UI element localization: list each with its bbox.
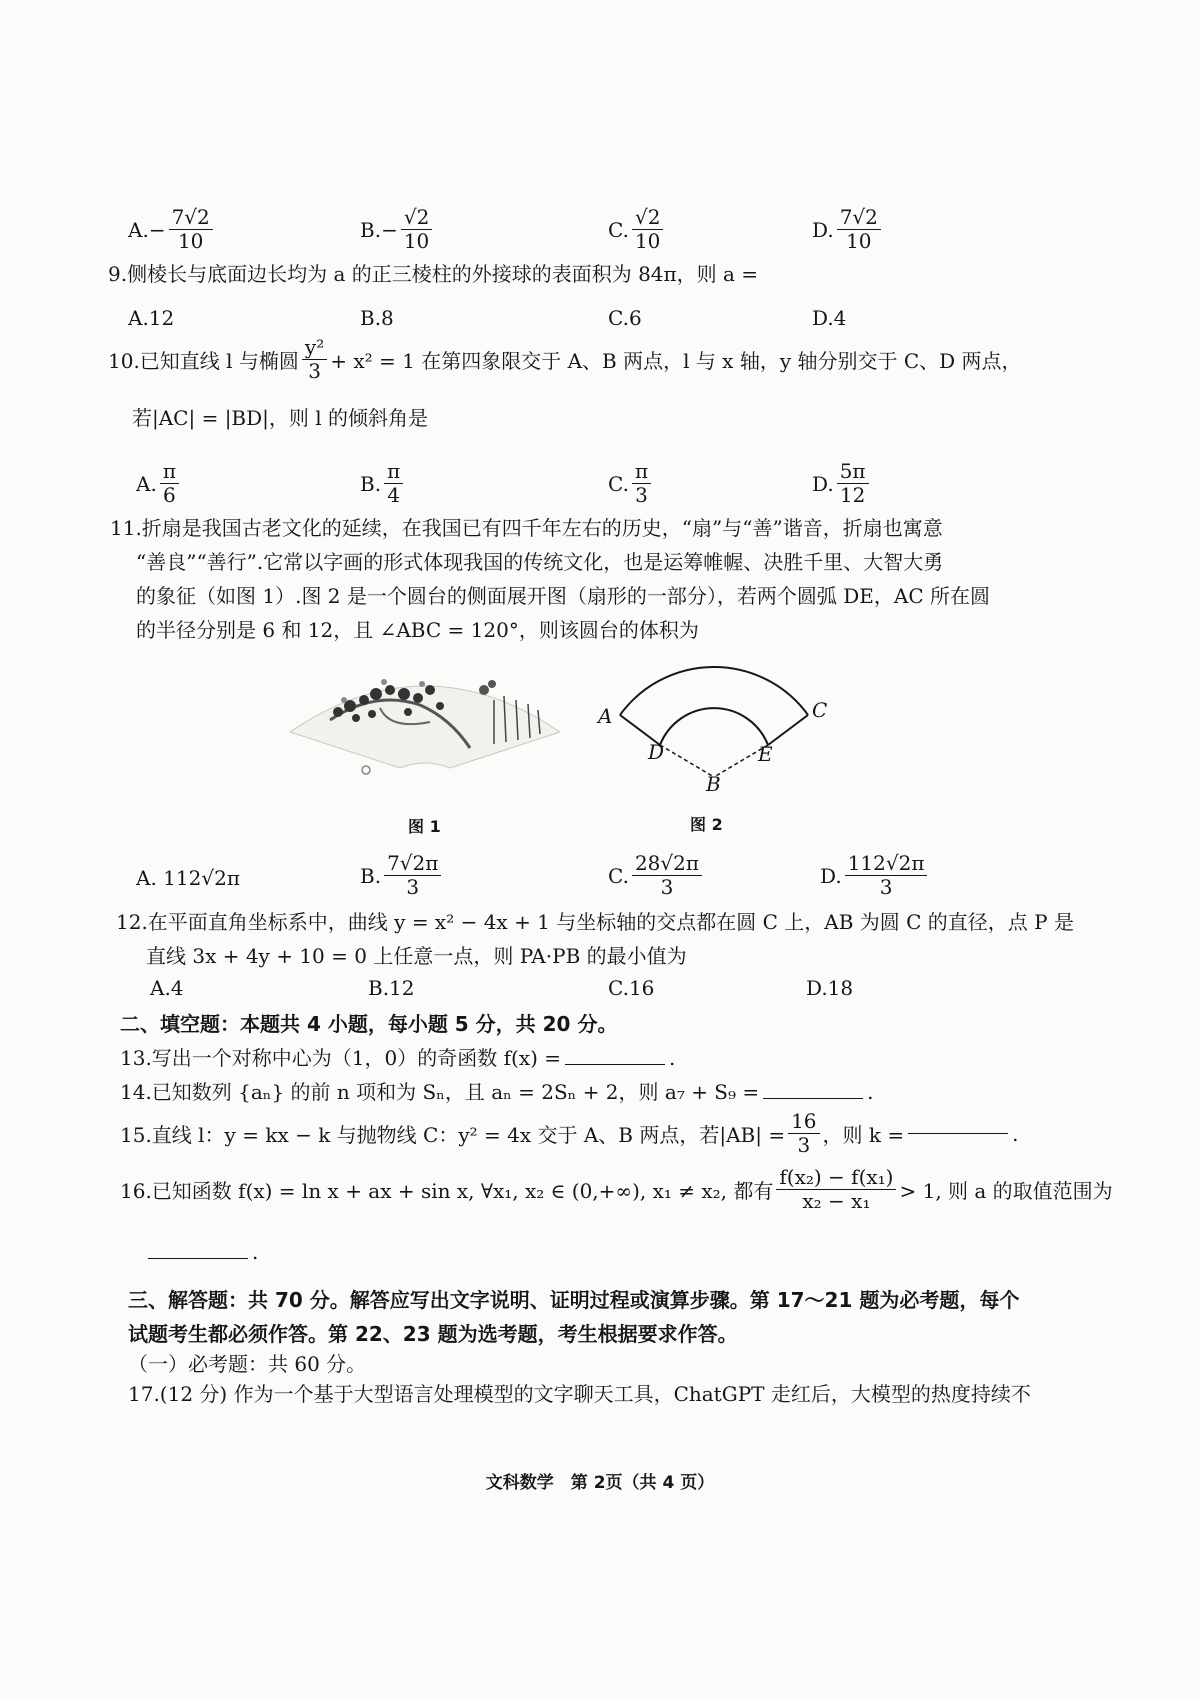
q11-line4: 的半径分别是 6 和 12，且 ∠ABC = 120°，则该圆台的体积为 bbox=[136, 618, 699, 642]
q8-option-a: A. − $\frac{7√2}{10}$ bbox=[128, 206, 216, 253]
q12-option-b: B.12 bbox=[368, 976, 415, 1000]
figure-2-caption: 图 2 bbox=[690, 815, 723, 834]
q10-line2: 若|AC| = |BD|，则 l 的倾斜角是 bbox=[132, 406, 429, 430]
q17-text: 17.(12 分) 作为一个基于大型语言处理模型的文字聊天工具，ChatGPT 走红后，大模型的热度持续不 bbox=[128, 1382, 1031, 1406]
q16-answer-blank bbox=[148, 1258, 248, 1259]
label-a: A bbox=[598, 704, 613, 728]
q11-line1: 11.折扇是我国古老文化的延续，在我国已有四千年左右的历史，“扇”与“善”谐音，折扇也寓意 bbox=[110, 516, 943, 540]
q8-option-b: B. − $\frac{√2}{10}$ bbox=[360, 206, 435, 253]
q10-option-d: D. $\frac{5\pi}{12}$ bbox=[812, 460, 872, 507]
q9-option-d: D.4 bbox=[812, 306, 847, 330]
q12-line2: 直线 3x + 4y + 10 = 0 上任意一点，则 PA·PB 的最小值为 bbox=[146, 944, 687, 968]
q12-option-d: D.18 bbox=[806, 976, 854, 1000]
q15-text: 15.直线 l：y = kx − k 与抛物线 C：y² = 4x 交于 A、B 两点，若|AB| = $\frac{16}{3}$ ，则 k = . bbox=[120, 1109, 1019, 1157]
q9-option-a: A.12 bbox=[128, 306, 175, 330]
q11-option-b: B. $\frac{7√2\pi}{3}$ bbox=[360, 852, 444, 899]
q16-answer-blank-line: . bbox=[148, 1240, 258, 1264]
q13-text: 13.写出一个对称中心为（1，0）的奇函数 f(x) = . bbox=[120, 1046, 676, 1070]
section-3-heading-line1: 三、解答题：共 70 分。解答应写出文字说明、证明过程或演算步骤。第 17～21 题为必考题，每个 bbox=[128, 1288, 1020, 1312]
section-2-heading: 二、填空题：本题共 4 小题，每小题 5 分，共 20 分。 bbox=[120, 1012, 618, 1036]
q11-line3: 的象征（如图 1）.图 2 是一个圆台的侧面展开图（扇形的一部分），若两个圆弧 DE，AC 所在圆 bbox=[136, 584, 990, 608]
section-3-subheading: （一）必考题：共 60 分。 bbox=[128, 1352, 367, 1376]
label-d: D bbox=[648, 740, 665, 764]
q12-option-c: C.16 bbox=[608, 976, 655, 1000]
label-c: C bbox=[812, 698, 828, 722]
q12-line1: 12.在平面直角坐标系中，曲线 y = x² − 4x + 1 与坐标轴的交点都在圆 C 上，AB 为圆 C 的直径，点 P 是 bbox=[116, 910, 1074, 934]
q10-option-a: A. $\frac{\pi}{6}$ bbox=[136, 460, 182, 507]
page-footer: 文科数学 第 2页（共 4 页） bbox=[485, 1473, 715, 1493]
q9-text: 9.侧棱长与底面边长均为 a 的正三棱柱的外接球的表面积为 84π，则 a = bbox=[108, 262, 759, 286]
label-e: E bbox=[758, 742, 773, 766]
q11-option-d: D. $\frac{112√2\pi}{3}$ bbox=[820, 852, 930, 899]
q10-option-b: B. $\frac{\pi}{4}$ bbox=[360, 460, 406, 507]
q16-text: 16.已知函数 f(x) = ln x + ax + sin x, ∀x₁, x₂ ∈ (0,+∞), x₁ ≠ x₂, 都有 $\frac{\text{f(x₂) − f(x₁)}}{\text{x₂ − x₁}}$ > 1, 则 a 的取值范围为 bbox=[120, 1165, 1113, 1213]
q8-option-c: C. $\frac{√2}{10}$ bbox=[608, 206, 666, 253]
q9-option-b: B.8 bbox=[360, 306, 394, 330]
q11-option-a: A. 112√2π bbox=[136, 866, 240, 890]
q11-line2: “善良”“善行”.它常以字画的形式体现我国的传统文化，也是运筹帷幄、决胜千里、大智大勇 bbox=[136, 550, 944, 574]
figure-1-caption: 图 1 bbox=[408, 817, 441, 836]
q15-answer-blank bbox=[908, 1133, 1008, 1134]
q12-option-a: A.4 bbox=[150, 976, 184, 1000]
q14-answer-blank bbox=[763, 1098, 863, 1099]
fan-painting-image bbox=[280, 660, 570, 785]
q14-text: 14.已知数列 {aₙ} 的前 n 项和为 Sₙ，且 aₙ = 2Sₙ + 2，则 a₇ + S₉ = . bbox=[120, 1080, 874, 1104]
section-3-heading-line2: 试题考生都必须作答。第 22、23 题为选考题，考生根据要求作答。 bbox=[128, 1322, 738, 1346]
q8-option-d: D. $\frac{7√2}{10}$ bbox=[812, 206, 884, 253]
q10-line1: 10.已知直线 l 与椭圆 $\frac{\text{y²}}{3}$ + x² = 1 在第四象限交于 A、B 两点，l 与 x 轴，y 轴分别交于 C、D 两点， bbox=[108, 335, 1022, 383]
q11-option-c: C. $\frac{28√2\pi}{3}$ bbox=[608, 852, 705, 899]
q10-option-c: C. $\frac{\pi}{3}$ bbox=[608, 460, 654, 507]
q9-option-c: C.6 bbox=[608, 306, 642, 330]
label-b: B bbox=[706, 772, 721, 796]
q13-answer-blank bbox=[565, 1064, 665, 1065]
